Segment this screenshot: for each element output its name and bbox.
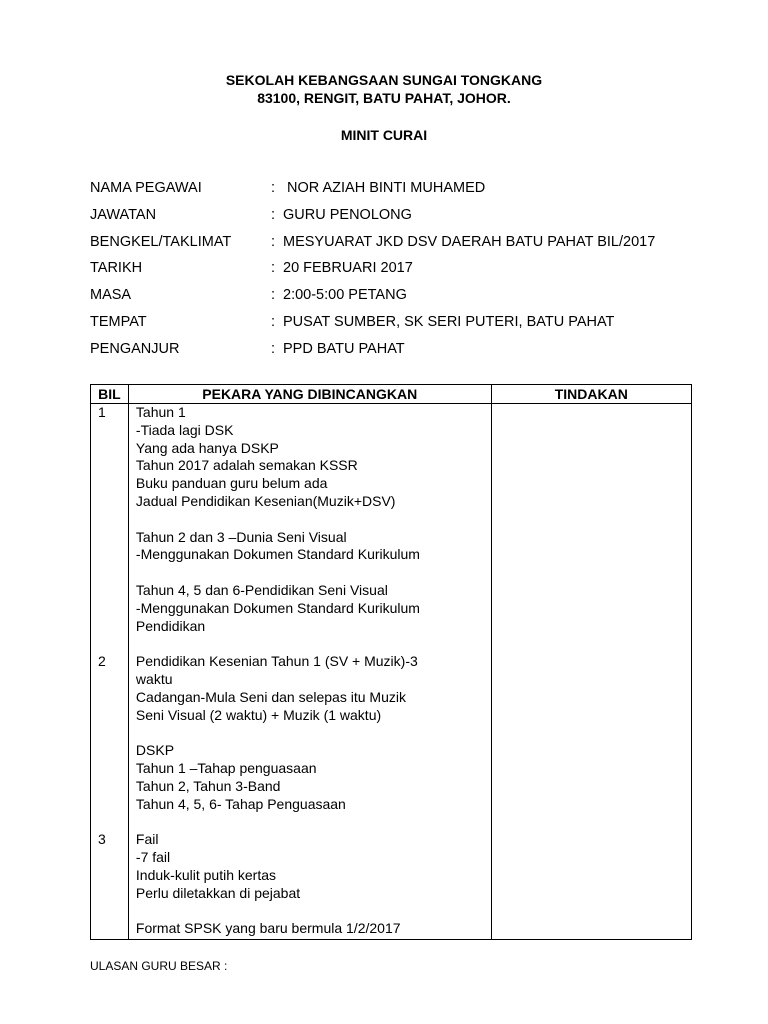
info-colon: : xyxy=(271,260,276,277)
item-number-spacer xyxy=(98,546,128,564)
item-number-spacer xyxy=(98,742,128,760)
bil-column-cell xyxy=(91,404,129,940)
item-text-line: Tahun 1 –Tahap penguasaan xyxy=(135,759,317,776)
blank-line xyxy=(136,564,491,582)
info-colon: : xyxy=(271,233,276,250)
item-text-line: -Tiada lagi DSK xyxy=(135,421,234,438)
info-colon: : xyxy=(271,287,276,304)
item-number-spacer xyxy=(98,778,128,796)
item-number-spacer xyxy=(98,440,128,458)
item-text-line: Tahun 1 xyxy=(135,404,186,420)
header-pekara: PEKARA YANG DIBINCANGKAN xyxy=(128,385,491,404)
item-text-line: -7 fail xyxy=(135,848,171,865)
item-number-spacer xyxy=(98,902,128,920)
info-label: NAMA PEGAWAI xyxy=(90,180,202,196)
info-label: TARIKH xyxy=(90,260,143,277)
item-number-spacer xyxy=(98,796,128,814)
item-number-spacer xyxy=(98,529,128,547)
pekara-column-cell xyxy=(128,404,491,940)
blank-line xyxy=(136,902,491,920)
item-text-line: Jadual Pendidikan Kesenian(Muzik+DSV) xyxy=(135,492,396,509)
item-number-spacer xyxy=(98,422,128,440)
info-label: TEMPAT xyxy=(90,313,147,330)
item-number: 2 xyxy=(98,653,106,670)
item-number-spacer xyxy=(98,867,128,885)
item-text-line: Tahun 2 dan 3 –Dunia Seni Visual xyxy=(135,528,347,545)
item-number-spacer xyxy=(98,511,128,529)
item-number-spacer xyxy=(98,689,128,707)
headmaster-comment-label: ULASAN GURU BESAR : xyxy=(90,959,228,973)
officer-info-block xyxy=(90,180,710,368)
blank-line xyxy=(136,635,491,653)
info-colon: : xyxy=(271,180,276,196)
item-text-line: Tahun 4, 5 dan 6-Pendidikan Seni Visual xyxy=(135,581,388,598)
item-text-line: Format SPSK yang baru bermula 1/2/2017 xyxy=(135,920,401,937)
item-text-line: Tahun 2017 adalah semakan KSSR xyxy=(135,457,358,474)
header-tindakan: TINDAKAN xyxy=(491,385,691,404)
item-number-spacer xyxy=(98,707,128,725)
item-text-line: Tahun 2, Tahun 3-Band xyxy=(135,777,281,794)
blank-line xyxy=(136,724,491,742)
item-number-spacer xyxy=(98,457,128,475)
info-colon: : xyxy=(271,340,276,357)
item-number: 1 xyxy=(98,404,106,420)
info-row xyxy=(90,314,710,341)
item-text-line: Tahun 4, 5, 6- Tahap Penguasaan xyxy=(135,795,346,812)
item-text-line: Induk-kulit putih kertas xyxy=(135,866,276,883)
info-label: BENGKEL/TAKLIMAT xyxy=(90,233,232,250)
item-text-line: Yang ada hanya DSKP xyxy=(135,439,279,456)
item-number-spacer xyxy=(98,600,128,618)
item-number-spacer xyxy=(98,635,128,653)
school-name: SEKOLAH KEBANGSAAN SUNGAI TONGKANG xyxy=(225,72,543,88)
table-header-row xyxy=(91,385,692,404)
item-number-spacer xyxy=(98,564,128,582)
item-number-spacer xyxy=(98,920,128,938)
blank-line xyxy=(136,511,491,529)
info-colon: : xyxy=(271,313,276,330)
item-text-line: Buku panduan guru belum ada xyxy=(135,475,328,492)
header-bil: BIL xyxy=(91,385,129,404)
item-number-spacer xyxy=(98,724,128,742)
blank-line xyxy=(136,813,491,831)
info-value: NOR AZIAH BINTI MUHAMED xyxy=(283,180,486,196)
item-text-line: Seni Visual (2 waktu) + Muzik (1 waktu) xyxy=(135,706,382,723)
info-value: PUSAT SUMBER, SK SERI PUTERI, BATU PAHAT xyxy=(283,313,615,330)
item-number-spacer xyxy=(98,493,128,511)
info-row xyxy=(90,180,710,207)
table-body-row xyxy=(91,404,692,940)
info-colon: : xyxy=(271,206,276,223)
item-number-spacer xyxy=(98,582,128,600)
info-row xyxy=(90,341,710,368)
item-text-line: Fail xyxy=(135,831,159,848)
item-number-spacer xyxy=(98,813,128,831)
item-text-line: DSKP xyxy=(135,742,175,759)
info-value: 20 FEBRUARI 2017 xyxy=(283,260,413,277)
info-value: 2:00-5:00 PETANG xyxy=(283,287,407,304)
info-row xyxy=(90,287,710,314)
minutes-table xyxy=(90,384,692,940)
item-number-spacer xyxy=(98,760,128,778)
info-label: PENGANJUR xyxy=(90,340,180,357)
info-value: GURU PENOLONG xyxy=(283,206,412,223)
item-number-spacer xyxy=(98,885,128,903)
item-number: 3 xyxy=(98,831,106,848)
info-label: JAWATAN xyxy=(90,206,157,223)
item-text-line: -Menggunakan Dokumen Standard Kurikulum xyxy=(135,599,420,616)
item-text-line: Pendidikan Kesenian Tahun 1 (SV + Muzik)-3 xyxy=(135,653,418,670)
item-number-spacer xyxy=(98,618,128,636)
item-text-line: -Menggunakan Dokumen Standard Kurikulum xyxy=(135,546,420,563)
info-label: MASA xyxy=(90,287,132,304)
item-number-spacer xyxy=(98,671,128,689)
item-text-line: Pendidikan xyxy=(135,617,206,634)
item-text-line: waktu xyxy=(135,670,173,687)
school-address: 83100, RENGIT, BATU PAHAT, JOHOR. xyxy=(257,90,511,106)
info-row xyxy=(90,260,710,287)
item-text-line: Perlu diletakkan di pejabat xyxy=(135,884,301,901)
item-number-spacer xyxy=(98,475,128,493)
info-value: MESYUARAT JKD DSV DAERAH BATU PAHAT BIL/2017 xyxy=(283,233,656,250)
info-value: PPD BATU PAHAT xyxy=(283,340,405,357)
info-row xyxy=(90,234,710,261)
document-title: MINIT CURAI xyxy=(340,127,428,143)
tindakan-column-cell xyxy=(491,404,691,940)
info-row xyxy=(90,207,710,234)
item-number-spacer xyxy=(98,849,128,867)
item-text-line: Cadangan-Mula Seni dan selepas itu Muzik xyxy=(135,688,406,705)
